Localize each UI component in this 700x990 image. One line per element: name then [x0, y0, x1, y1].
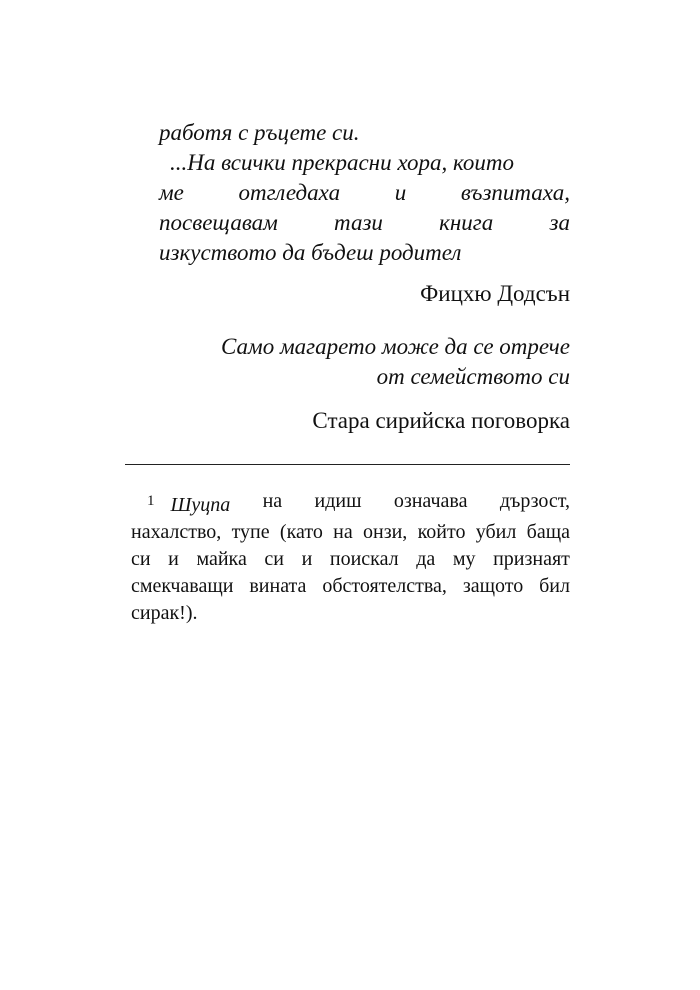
- word: за: [549, 210, 570, 235]
- word: бил: [539, 575, 570, 597]
- epigraph-line-2: от семейството си: [376, 364, 570, 389]
- word: защото: [462, 575, 524, 597]
- word: поискал: [329, 548, 399, 570]
- dedication-line-2: ...На всички прекрасни хора, които: [170, 150, 514, 175]
- word: убил: [475, 521, 517, 543]
- epigraph-source: Стара сирийска поговорка: [312, 408, 570, 433]
- dedication-line-3: [159, 178, 570, 208]
- word: идиш: [314, 490, 362, 512]
- word: му: [452, 548, 476, 570]
- dedication-line-5: изкуството да бъдеш родител: [159, 240, 462, 265]
- word: (като: [279, 521, 323, 543]
- word: и: [301, 548, 313, 570]
- word: означава: [393, 490, 468, 512]
- word: обстоятелства,: [322, 575, 447, 597]
- word: на: [262, 490, 283, 512]
- footnote-lead: [131, 488, 230, 519]
- word: баща: [526, 521, 570, 543]
- footnote-line-4: [131, 573, 570, 600]
- footnote: [131, 488, 570, 627]
- word: и: [394, 180, 407, 205]
- dedication-author: Фицхю Додсън: [420, 281, 570, 306]
- word: вината: [249, 575, 307, 597]
- word: смекчаващи: [131, 575, 234, 597]
- word: да: [416, 548, 436, 570]
- epigraph: [159, 332, 570, 392]
- footnote-marker: 1: [147, 493, 155, 509]
- dedication: [159, 118, 570, 268]
- footnote-line-2: [131, 519, 570, 546]
- word: признаят: [493, 548, 570, 570]
- footnote-line-5: сирак!).: [131, 602, 198, 624]
- word: отгледаха: [238, 180, 341, 205]
- epigraph-line-1: Само магарето може да се отрече: [221, 334, 570, 359]
- dedication-line-4: [159, 208, 570, 238]
- footnote-term: Шуцпа: [170, 494, 231, 516]
- main-text-block: [159, 118, 570, 436]
- word: книга: [439, 210, 494, 235]
- footnote-line-1: [131, 488, 570, 519]
- footnote-line-3: [131, 546, 570, 573]
- word: дързост,: [499, 490, 570, 512]
- word: ме: [159, 180, 184, 205]
- word: нахалство,: [131, 521, 222, 543]
- dedication-line-1: работя с ръцете си.: [159, 120, 360, 145]
- word: онзи,: [362, 521, 408, 543]
- word: майка: [196, 548, 247, 570]
- word: и: [168, 548, 179, 570]
- word: посвещавам: [159, 210, 278, 235]
- word: си: [264, 548, 285, 570]
- word: който: [417, 521, 466, 543]
- footnote-separator: [125, 464, 570, 465]
- word: възпитаха,: [460, 180, 570, 205]
- word: на: [333, 521, 353, 543]
- word: тупе: [231, 521, 270, 543]
- word: си: [131, 548, 151, 570]
- word: тази: [334, 210, 383, 235]
